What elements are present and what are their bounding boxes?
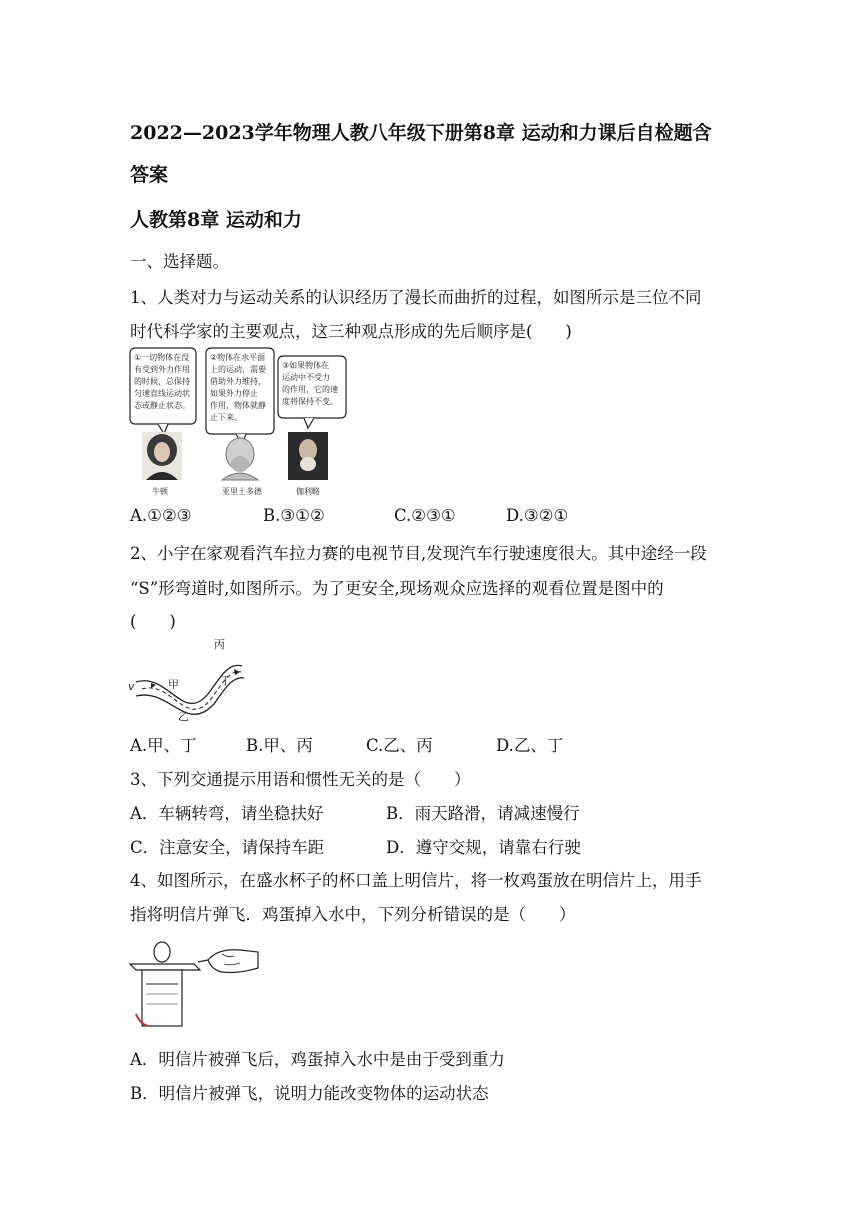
q4-option-a[interactable]: A．明信片被弹飞后，鸡蛋掉入水中是由于受到重力 [130, 1050, 505, 1069]
q4-stem-line2: 指将明信片弹飞．鸡蛋掉入水中，下列分析错误的是（ ） [130, 905, 576, 924]
name-aristotle: 亚里士多德 [222, 487, 262, 496]
bubble-1-text-2: 有受到外力作用 [134, 365, 190, 374]
bubble-1-text-4: 匀速直线运动状 [134, 389, 190, 398]
name-galileo: 伽利略 [296, 487, 320, 496]
bubble-3-text-1: ③如果物体在 [282, 361, 330, 370]
label-jia: 甲 [168, 678, 179, 691]
postcard [130, 964, 200, 970]
bubble-1-text-3: 的时候，总保持 [134, 377, 190, 386]
velocity-label: v [128, 680, 135, 693]
q2-option-b[interactable]: B.甲、丙 [246, 736, 313, 755]
q1-option-b[interactable]: B.③①② [263, 506, 325, 525]
section-heading: 一、选择题。 [130, 252, 229, 271]
q3-option-b[interactable]: B．雨天路滑，请减速慢行 [386, 804, 580, 823]
q1-option-c[interactable]: C.②③① [394, 506, 456, 525]
q2-option-a[interactable]: A.甲、丁 [130, 736, 197, 755]
q1-stem-line1: 1、人类对力与运动关系的认识经历了漫长而曲折的过程，如图所示是三位不同 [130, 288, 702, 307]
q1-stem-line2: 时代科学家的主要观点，这三种观点形成的先后顺序是( ) [130, 322, 572, 341]
aristotle-portrait [222, 438, 258, 480]
bubble-2-text-4: 如果外力停止 [210, 389, 258, 398]
q2-option-c[interactable]: C.乙、丙 [366, 736, 433, 755]
q1-option-d[interactable]: D.③②① [506, 506, 569, 525]
q4-option-b[interactable]: B．明信片被弹飞，说明力能改变物体的运动状态 [130, 1084, 489, 1103]
egg-icon [154, 942, 170, 962]
label-ding: 丁 [220, 674, 231, 687]
hand-icon [208, 950, 258, 973]
bubble-1-text-1: ①一切物体在没 [134, 353, 190, 362]
water-cup [142, 970, 182, 1026]
q1-scientists-figure [128, 346, 350, 498]
name-newton: 牛顿 [152, 487, 168, 496]
q1-option-a[interactable]: A.①②③ [130, 506, 192, 525]
q2-stem-line1: 2、小宇在家观看汽车拉力赛的电视节目,发现汽车行驶速度很大。其中途经一段 [130, 544, 707, 563]
bubble-1-text-5: 态或静止状态。 [134, 401, 190, 410]
chapter-heading: 人教第8章 运动和力 [130, 209, 302, 231]
newton-portrait [142, 432, 182, 480]
doc-title-line2: 答案 [130, 164, 169, 186]
q2-option-d[interactable]: D.乙、丁 [496, 736, 564, 755]
q4-egg-card-figure [126, 934, 262, 1030]
bubble-3-text-4: 度将保持不变。 [282, 397, 338, 406]
bubble-2-text-6: 止下来。 [210, 413, 242, 422]
bubble-3-text-3: 的作用，它的速 [282, 385, 338, 394]
q3-option-d[interactable]: D．遵守交规，请靠右行驶 [386, 838, 581, 857]
bubble-2-text-3: 借助外力维持， [210, 377, 266, 386]
q2-stem-line3: ( ) [130, 612, 176, 631]
bubble-3-text-2: 运动中不受力 [282, 373, 330, 382]
label-yi: 乙 [178, 710, 189, 723]
q2-s-curve-figure [128, 632, 248, 728]
q3-option-a[interactable]: A．车辆转弯，请坐稳扶好 [130, 804, 324, 823]
q4-stem-line1: 4、如图所示，在盛水杯子的杯口盖上明信片，将一枚鸡蛋放在明信片上，用手 [130, 871, 702, 890]
q3-option-c[interactable]: C．注意安全，请保持车距 [130, 838, 325, 857]
doc-title-line1: 2022—2023学年物理人教八年级下册第8章 运动和力课后自检题含 [130, 122, 712, 144]
bubble-2-text-1: ②物体在水平面 [210, 353, 266, 362]
bubble-2-text-2: 上的运动，需要 [210, 365, 266, 374]
bubble-2-text-5: 作用，物体就静 [210, 401, 266, 410]
label-bing: 丙 [214, 638, 225, 651]
q3-stem: 3、下列交通提示用语和惯性无关的是（ ） [130, 770, 471, 789]
galileo-portrait [288, 432, 328, 480]
q2-stem-line2: “S”形弯道时,如图所示。为了更安全,现场观众应选择的观看位置是图中的 [130, 579, 664, 598]
